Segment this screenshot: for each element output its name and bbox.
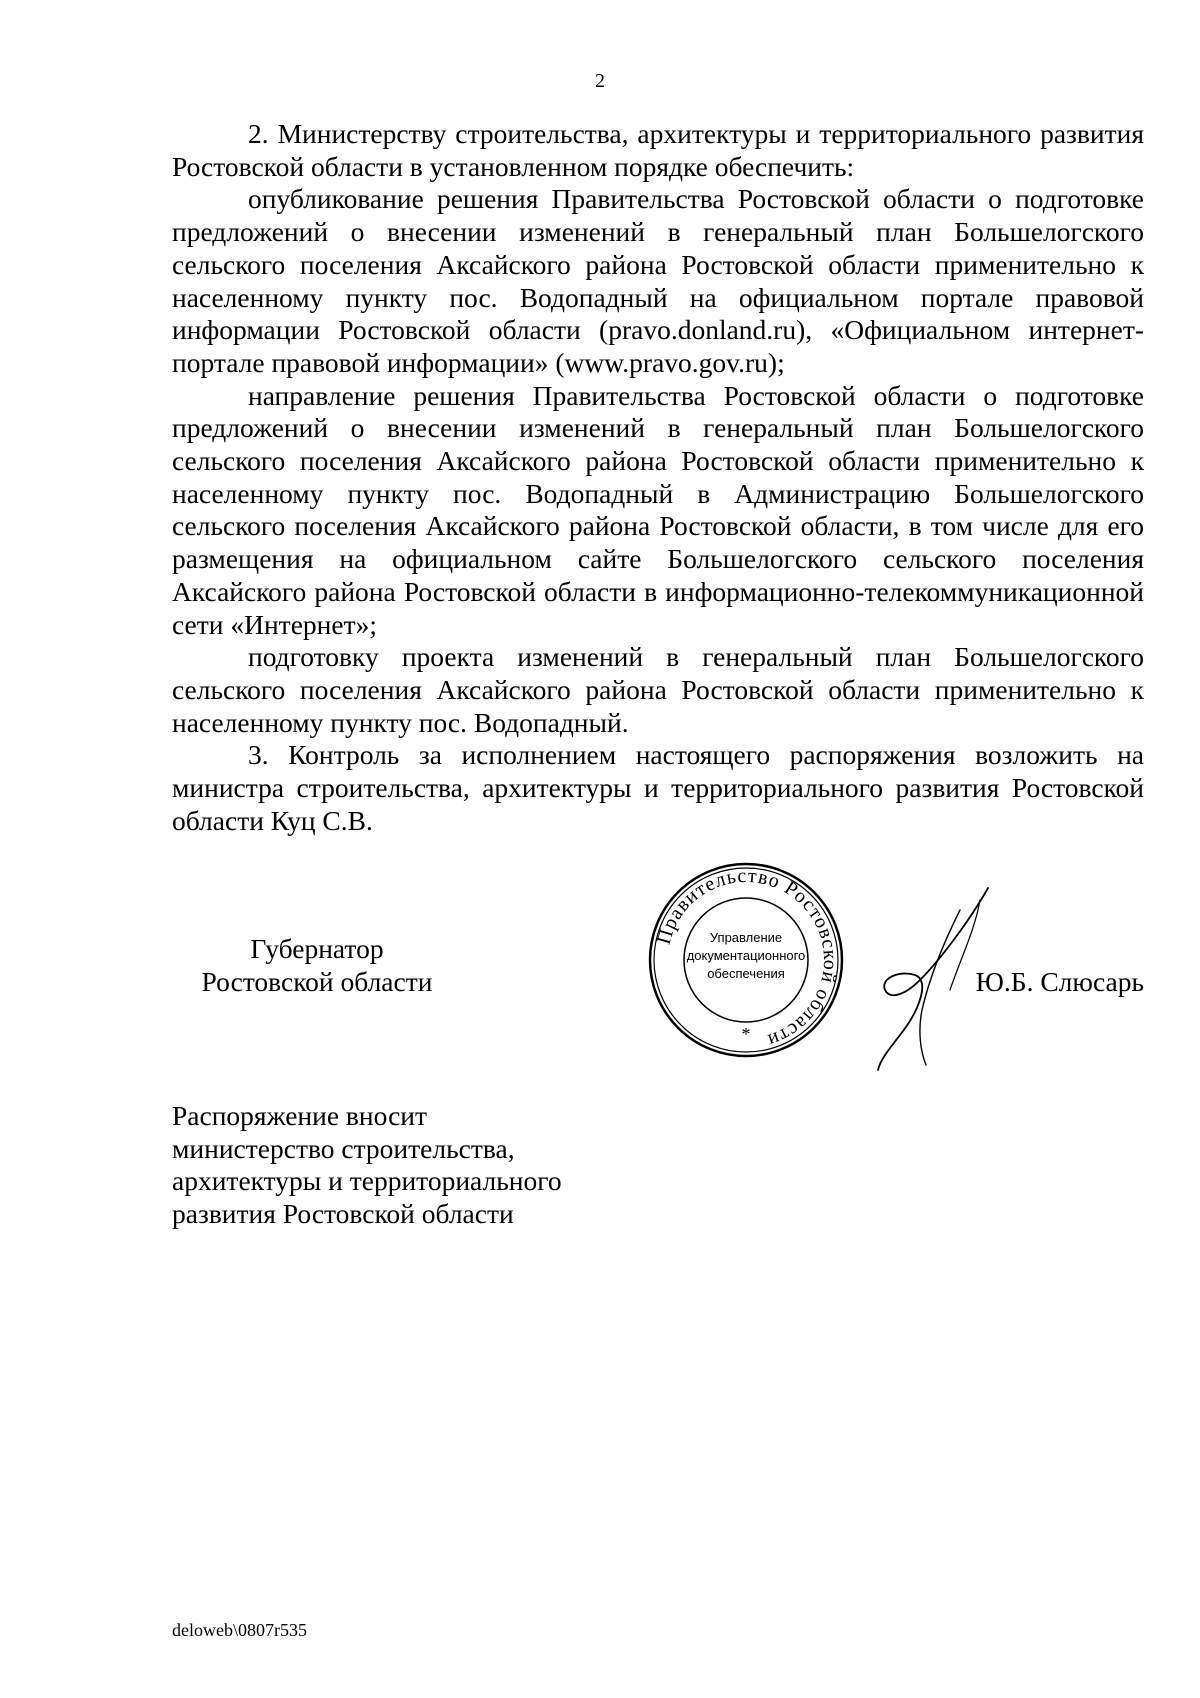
introduced-by-note [172,1100,772,1231]
paragraph-preparation: подготовку проекта изменений в генеральный план Большелогского сельского поселения Аксайского района Ростовской области применительно к населенному пункту пос. Водопадный. [172,641,1144,738]
seal-inner-line1: Управление [709,930,783,945]
seal-star: * [741,1024,751,1044]
signer-name: Ю.Б. Слюсарь [975,966,1144,997]
paragraph-publication: опубликование решения Правительства Ростовской области о подготовке предложений о внесении изменений в генеральный план Большелогского сельского поселения Аксайского района Ростовской области применительно к населенному пункту пос. Водопадный на официальном портале правовой информации Ростовской области (pravo.donland.ru), «Официальном интернет-портале правовой информации» (www.pravo.gov.ru); [172,183,1144,378]
governor-title-line1: Губернатор [250,933,384,964]
introduced-by-line4: развития Ростовской области [172,1198,514,1230]
document-body [172,118,1144,837]
introduced-by-line3: архитектуры и территориального [172,1165,562,1197]
introduced-by-line2: министерство строительства, [172,1132,515,1164]
handwritten-signature [860,880,1000,1080]
seal-inner-line2: документационного [686,948,806,963]
paragraph-item-2: 2. Министерству строительства, архитектуры и территориального развития Ростовской области в установленном порядке обеспечить: [172,118,1144,182]
seal-inner-line3: обеспечения [707,966,785,981]
official-seal [646,860,846,1060]
page-number: 2 [595,70,605,92]
governor-title-line2: Ростовской области [201,966,433,997]
governor-title [172,932,462,998]
introduced-by-line1: Распоряжение вносит [172,1100,428,1131]
paragraph-item-3: 3. Контроль за исполнением настоящего распоряжения возложить на министра строительства, архитектуры и территориального развития Ростовской области Куц С.В. [172,739,1144,836]
document-code: deloweb\0807r535 [172,1620,307,1640]
seal-outer-text: Правительство Ростовской области [652,864,842,1052]
paragraph-direction: направление решения Правительства Ростовской области о подготовке предложений о внесении изменений в генеральный план Большелогского сельского поселения Аксайского района Ростовской области применительно к населенному пункту пос. Водопадный в Администрацию Большелогского сельского поселения Аксайского района Ростовской области, в том числе для его размещения на официальном сайте Большелогского сельского поселения Аксайского района Ростовской области в информационно-телекоммуникационной сети «Интернет»; [172,379,1144,640]
